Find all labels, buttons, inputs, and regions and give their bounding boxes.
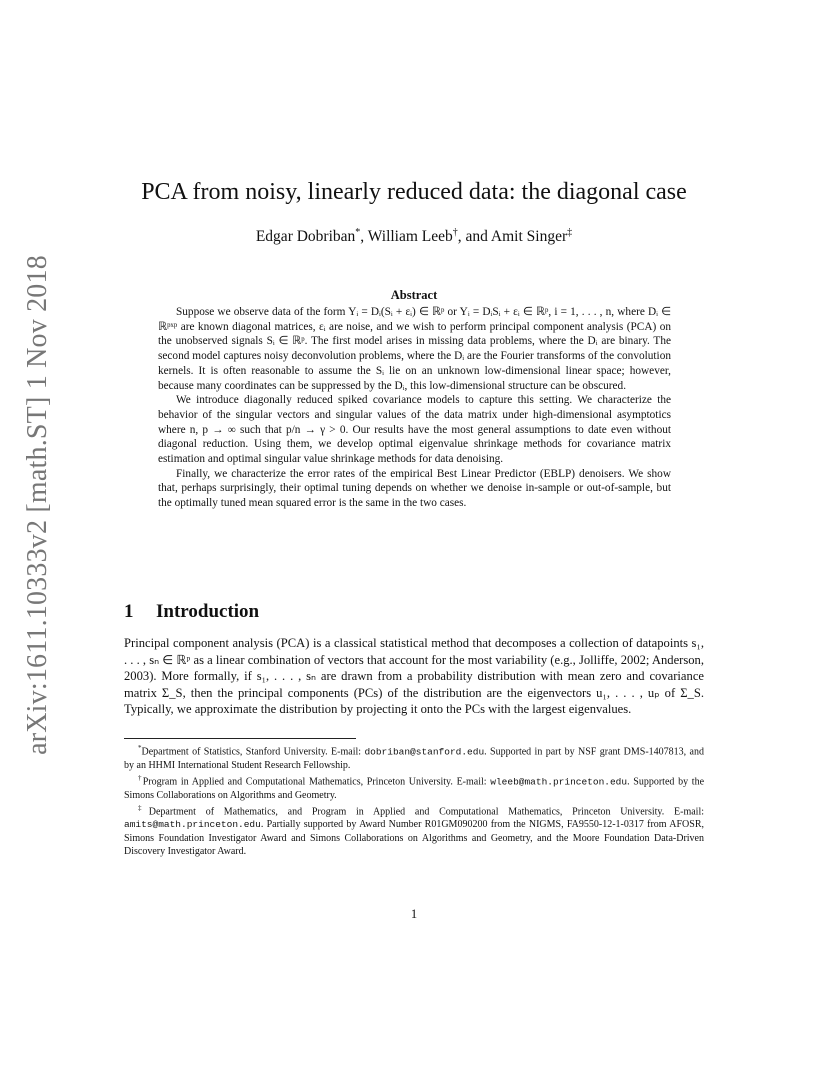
body-paragraph: Principal component analysis (PCA) is a classical statistical method that decomposes a collection of datapoints s₁, . . . , sₙ ∈ ℝᵖ as a linear combination of vectors that account for the most variability (e.g., Jolliffe, 2002; Anderson, 2003). More formally, if s₁, . . . , sₙ are drawn from a probability distribution with mean zero and covariance matrix Σ_S, then the principal components (PCs) of the distribution are the eigenvectors u₁, . . . , uₚ of Σ_S. Typically, we approximate the distribution by projecting it onto the PCs with the largest eigenvalues.: [124, 636, 704, 717]
section-heading: [124, 600, 259, 624]
author-name: , William Leeb: [360, 228, 453, 246]
footnote-mark: ‡: [138, 803, 149, 812]
footnote: [124, 772, 704, 802]
arxiv-identifier-text: arXiv:1611.10333v2 [math.ST] 1 Nov 2018: [22, 255, 53, 755]
abstract-heading: Abstract: [390, 288, 438, 302]
footnote-text: Department of Mathematics, and Program in Applied and Computational Mathematics, Princeton University. E-mail:: [148, 806, 705, 818]
footnote-text: Program in Applied and Computational Mathematics, Princeton University. E-mail:: [142, 776, 491, 788]
footnote-text: . Partially supported by Award Number R01GM090200 from the NIGMS, FA9550-12-1-0317 from AFOSR, Simons Foundation Investigator Award and Simons Collaborations on Algorithms and Geometry, and the Moore Foundation Data-Driven Discovery Investigator Award.: [124, 819, 704, 858]
footnote: [124, 742, 704, 772]
footnote-divider: [124, 738, 356, 739]
author-line: [0, 223, 828, 247]
section-number: 1: [124, 601, 134, 622]
email-address: amits@math.princeton.edu: [124, 819, 261, 831]
footnotes: [124, 742, 704, 858]
author-name: , and Amit Singer: [457, 228, 568, 246]
footnote-text: . Supported in part by NSF grant DMS-1407813, and by an HHMI International Student Research Fellowship.: [124, 746, 704, 771]
footnote-text: . Supported by the Simons Collaborations on Algorithms and Geometry.: [124, 776, 705, 801]
footnote-mark: †: [138, 773, 143, 782]
email-address: dobriban@stanford.edu: [364, 746, 485, 758]
footnote-mark: ‡: [567, 227, 573, 238]
footnote-mark: *: [138, 744, 142, 752]
arxiv-identifier-stamp: [18, 255, 58, 755]
footnote-mark: *: [355, 227, 361, 238]
abstract-paragraph: Suppose we observe data of the form Yᵢ = Dᵢ(Sᵢ + εᵢ) ∈ ℝᵖ or Yᵢ = DᵢSᵢ + εᵢ ∈ ℝᵖ, i = 1, . . . , n, where Dᵢ ∈ ℝᵖˣᵖ are known diagonal matrices, εᵢ are noise, and we wish to perform principal component analysis (PCA) on the unobserved signals Sᵢ ∈ ℝᵖ. The first model arises in missing data problems, where the Dᵢ are binary. The second model captures noisy deconvolution problems, where the Dᵢ are the Fourier transforms of the convolution kernels. It is often reasonable to assume the Sᵢ lie on an unknown low-dimensional linear space; however, because many coordinates can be suppressed by the Dᵢ, this low-dimensional structure can be obscured.: [158, 306, 671, 392]
page-number: 1: [410, 907, 418, 921]
footnote-text: Department of Statistics, Stanford University. E-mail:: [141, 746, 365, 758]
introduction-body: [124, 635, 704, 718]
author-name: Edgar Dobriban: [255, 228, 356, 246]
paper-title: PCA from noisy, linearly reduced data: the diagonal case: [141, 179, 687, 205]
abstract-paragraph: Finally, we characterize the error rates of the empirical Best Linear Predictor (EBLP) denoisers. We show that, perhaps surprisingly, their optimal tuning depends on whether we denoise in-sample or out-of-sample, but the optimally tuned mean squared error is the same in the two cases.: [158, 467, 671, 510]
email-address: wleeb@math.princeton.edu: [490, 776, 628, 788]
footnote: [124, 802, 704, 859]
abstract-paragraph: We introduce diagonally reduced spiked covariance models to capture this setting. We characterize the behavior of the singular vectors and singular values of the data matrix under high-dimensional asymptotics where n, p → ∞ such that p/n → γ > 0. Our results have the most general assumptions to date even without diagonal reduction. Using them, we develop optimal eigenvalue shrinkage methods for covariance matrix estimation and optimal singular value shrinkage methods for data denoising.: [158, 394, 671, 466]
section-title: Introduction: [156, 601, 260, 622]
abstract-body: [158, 305, 671, 511]
footnote-mark: †: [452, 227, 458, 238]
